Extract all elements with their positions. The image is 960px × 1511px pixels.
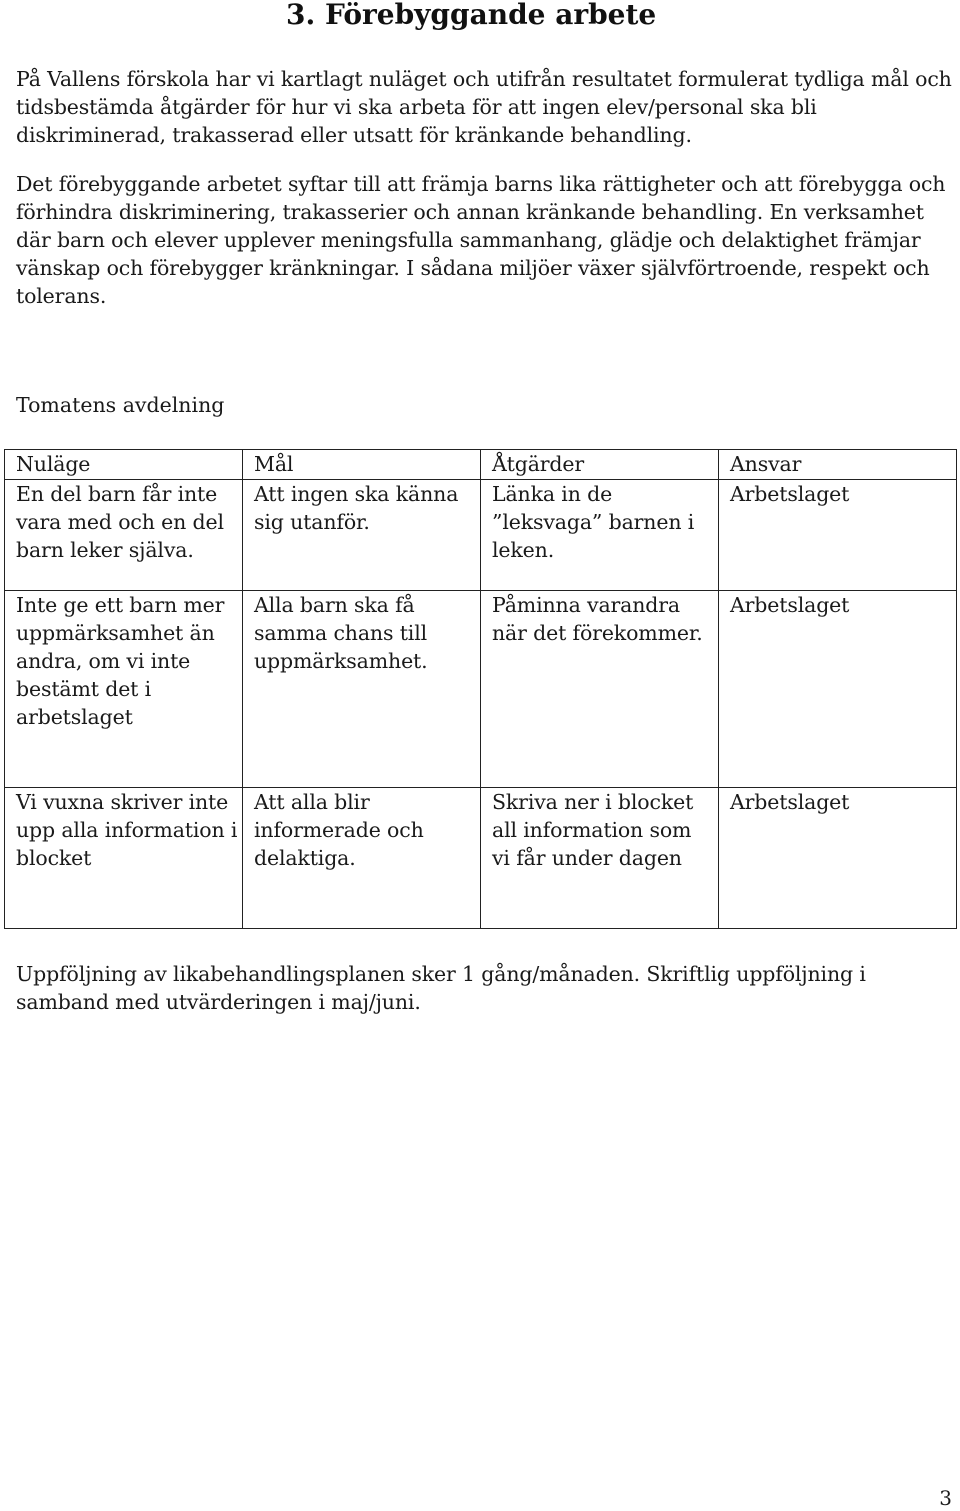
cell-ansvar: Arbetslaget bbox=[719, 591, 957, 788]
table-row bbox=[5, 788, 957, 929]
table-row bbox=[5, 591, 957, 788]
header-atgarder: Åtgärder bbox=[481, 450, 719, 480]
cell-mal: Alla barn ska få samma chans till uppmärksamhet. bbox=[243, 591, 481, 788]
intro-paragraph: På Vallens förskola har vi kartlagt nuläget och utifrån resultatet formulerat tydliga mål och tidsbestämda åtgärder för hur vi ska arbeta för att ingen elev/personal ska bli diskriminerad, trakasserad eller utsatt för kränkande behandling. bbox=[16, 67, 952, 147]
cell-nulage: Inte ge ett barn mer uppmärksamhet än andra, om vi inte bestämt det i arbetslaget bbox=[5, 591, 243, 788]
cell-atgarder: Länka in de ”leksvaga” barnen i leken. bbox=[481, 480, 719, 591]
table-header-row bbox=[5, 450, 957, 480]
department-label: Tomatens avdelning bbox=[16, 393, 225, 417]
action-plan-table bbox=[4, 449, 957, 929]
cell-nulage: Vi vuxna skriver inte upp alla information i blocket bbox=[5, 788, 243, 929]
page-number: 3 bbox=[939, 1486, 952, 1510]
header-mal: Mål bbox=[243, 450, 481, 480]
purpose-paragraph: Det förebyggande arbetet syftar till att främja barns lika rättigheter och att förebygga och förhindra diskriminering, trakasserier och annan kränkande behandling. En verksamhet där barn och elever upplever meningsfulla sammanhang, glädje och delaktighet främjar vänskap och förebygger kränkningar. I sådana miljöer växer självförtroende, respekt och tolerans. bbox=[16, 172, 946, 308]
cell-atgarder: Skriva ner i blocket all information som vi får under dagen bbox=[481, 788, 719, 929]
cell-ansvar: Arbetslaget bbox=[719, 788, 957, 929]
cell-mal: Att alla blir informerade och delaktiga. bbox=[243, 788, 481, 929]
cell-atgarder: Påminna varandra när det förekommer. bbox=[481, 591, 719, 788]
cell-ansvar: Arbetslaget bbox=[719, 480, 957, 591]
cell-mal: Att ingen ska känna sig utanför. bbox=[243, 480, 481, 591]
table-row bbox=[5, 480, 957, 591]
header-ansvar: Ansvar bbox=[719, 450, 957, 480]
followup-paragraph: Uppföljning av likabehandlingsplanen sker 1 gång/månaden. Skriftlig uppföljning i samband med utvärderingen i maj/juni. bbox=[16, 962, 866, 1014]
section-heading: 3. Förebyggande arbete bbox=[286, 0, 657, 31]
header-nulage: Nuläge bbox=[5, 450, 243, 480]
cell-nulage: En del barn får inte vara med och en del barn leker själva. bbox=[5, 480, 243, 591]
